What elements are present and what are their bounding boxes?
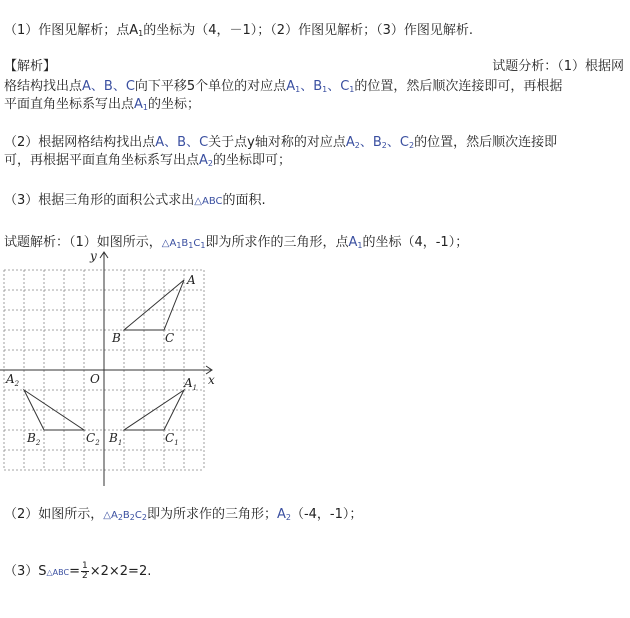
- origin-label: O: [90, 372, 100, 386]
- label-C: C: [165, 331, 175, 345]
- analysis-step1-line2: 平面直角坐标系写出点$A_1$的坐标；: [4, 97, 201, 112]
- answer-line: [4, 22, 473, 43]
- triangle-abc: [124, 280, 184, 330]
- solution-line2: （2）如图所示，$\triangle A_2B_2C_2$即为所求作的三角形；$A_2(-4$，-1）；: [4, 507, 363, 522]
- subscript: 1: [138, 29, 144, 38]
- analysis-heading: 【解析】: [4, 59, 57, 74]
- label-B: B: [112, 331, 121, 345]
- label-C2: $C_2$: [86, 431, 100, 447]
- analysis-step2-line1: （2）根据网格结构找出点A、B、C关于点y轴对称的对应点$A_2$、$B_2$、$C_2$的位置，然后顺次连接即: [4, 135, 558, 150]
- axes: [0, 252, 212, 486]
- solution-line1: 试题解析：（1）如图所示，$\triangle A_1B_1C_1$即为所求作的三角形，点$A_1$的坐标（4，-1）；: [4, 235, 469, 250]
- label-A: A: [187, 273, 196, 287]
- analysis-right-head: 试题分析：（1）根据网: [492, 59, 624, 74]
- label-C1: $C_1$: [165, 431, 179, 447]
- label-A2: $A_2$: [6, 372, 20, 388]
- solution-line3: （3）S△ABC= $\frac{1}{2}$ ×2×2=2.: [4, 561, 152, 581]
- label-A1: $A_1$: [184, 376, 198, 392]
- x-axis-label: x: [208, 373, 215, 387]
- analysis-step3: （3）根据三角形的面积公式求出△ABC的面积.: [4, 193, 266, 208]
- label-B1: $B_1$: [109, 431, 123, 447]
- analysis-step1-line1: 格结构找出点A、B、C向下平移5个单位的对应点$A_1$、$B_1$、$C_1$的位置，然后顺次连接即可，再根据: [4, 79, 563, 94]
- answer-part-2: 的坐标为（4，－1）；（2）作图见解析；（3）作图见解析.: [143, 23, 473, 38]
- answer-part-1: （1）作图见解析；点A: [4, 23, 139, 38]
- fraction-one-half: $\frac{1}{2}$: [82, 561, 88, 581]
- label-B2: $B_2$: [27, 431, 41, 447]
- analysis-step2-line2: 可，再根据平面直角坐标系写出点$A_2$的坐标即可；: [4, 153, 292, 168]
- coordinate-figure: [0, 248, 230, 488]
- y-axis-label: y: [90, 249, 97, 263]
